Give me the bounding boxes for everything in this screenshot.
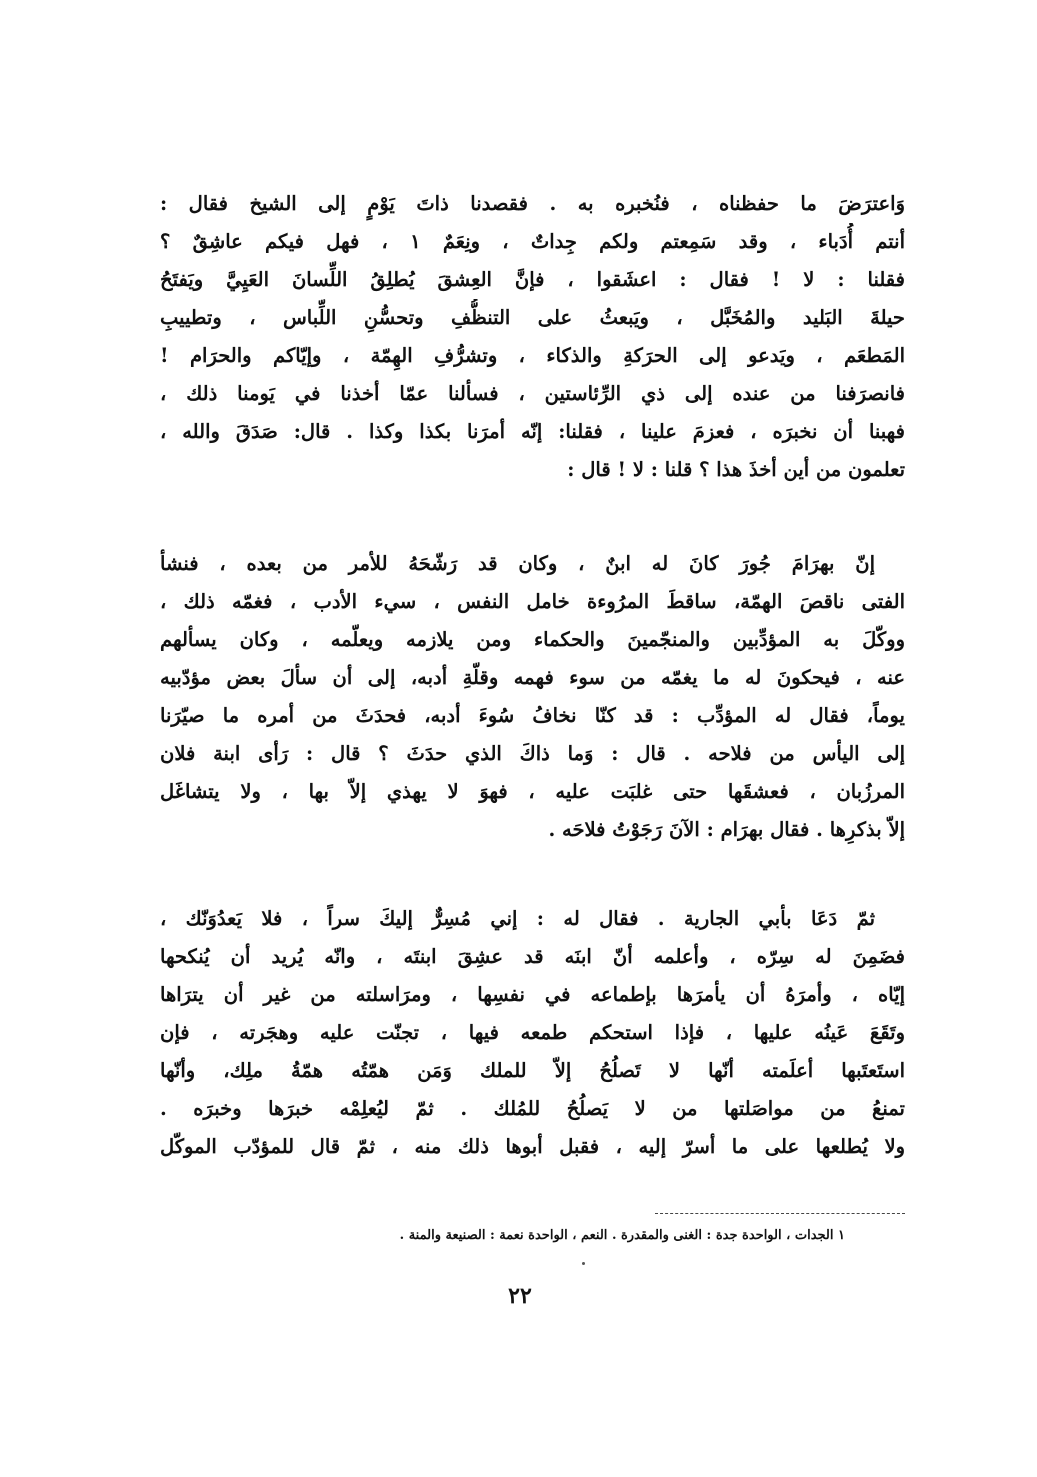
text-line: فانصرَفنا من عنده إلى ذي الرِّئاستين ، فسألنا عمّا أخذنا في يَومنا ذلك ، <box>160 382 905 405</box>
text-line: فهبنا أن نخبرَه ، فعزمَ علينا ، فقلنا: إنّه أمرَنا بكذا وكذا . قال: صَدَقَ والله ، <box>160 420 905 443</box>
text-line: ثمّ دَعَا بأبي الجارية . فقال له : إني مُسِرٌّ إليكَ سراً ، فلا يَعدُوَنّك ، <box>160 907 875 930</box>
text-line: وَاعترَضَ ما حفظناه ، فنُخبره به . فقصدنا ذاتَ يَوْمٍ إلى الشيخ فقال : <box>160 192 905 215</box>
text-line: تمنعُ من مواصَلتها من لا يَصلُحُ للمُلك . ثمّ ليُعلِمْه خبرَها وخبرَه . <box>160 1097 905 1120</box>
text-line: إيّاه ، وأمرَهُ أن يأمرَها بإطماعه في نفسِها ، ومرَاسلته من غير أن يترَاها <box>160 983 905 1006</box>
print-speck <box>582 1262 585 1265</box>
text-line: تعلمون من أين أخذَ هذا ؟ قلنا : لا ! قال : <box>567 458 905 481</box>
text-line: المرزُبان ، فعشقَها حتى غلبَت عليه ، فهوَ لا يهذي إلاّ بها ، ولا يتشاغَل <box>160 780 905 803</box>
footnote: ١ الجدات ، الواحدة جدة : الغنى والمقدرة . النعم ، الواحدة نعمة : الصنيعة والمنة . <box>399 1228 845 1243</box>
text-line: المَطعَم ، ويَدعو إلى الحرَكةِ والذكاء ، وتشرُّفِ الهِمّة ، وإيّاكم والحرَام ! <box>160 344 905 367</box>
text-line: وتَقَعَ عَينُه عليها ، فإذا استحكم طمعه فيها ، تجنّت عليه وهجَرته ، فإن <box>160 1021 905 1044</box>
paragraph-3 <box>160 900 905 1166</box>
paragraph-1 <box>160 185 905 489</box>
footnote-divider <box>655 1213 905 1214</box>
paragraph-2 <box>160 545 905 849</box>
text-line: يوماً، فقال له المؤدِّب : قد كنّا نخافُ سُوءَ أدبه، فحدَثَ من أمره ما صيّرَنا <box>160 704 905 727</box>
text-line: عنه ، فيحكونَ له ما يغمّه من سوء فهمه وقلّةِ أدبه، إلى أن سألَ بعض مؤدّبيه <box>160 666 905 689</box>
text-line: الفتى ناقصَ الهمّة، ساقطَ المرُوءة خامل النفس ، سيء الأدب ، فغمّه ذلك ، <box>160 590 905 613</box>
text-line: فقلنا : لا ! فقال : اعشَقوا ، فإنَّ العِشقَ يُطلِقُ اللِّسانَ العَيِيَّ ويَفتَحُ <box>160 268 905 291</box>
text-line: إلاّ بذكرِها . فقال بهرَام : الآنَ رَجَوْتُ فلاحَه . <box>548 818 905 841</box>
page-number: ٢٢ <box>508 1283 532 1309</box>
text-line: إلى اليأس من فلاحه . قال : وَما ذاكَ الذي حدَثَ ؟ قال : رَأى ابنة فلان <box>160 742 905 765</box>
text-line: استَعتَبها أعلَمته أنّها لا تَصلُحُ إلاّ للملك وَمَن همّتُه همّةُ ملِك، وأنّها <box>160 1059 905 1082</box>
text-line: إنّ بهرَامَ جُورَ كانَ له ابنٌ ، وكان قد رَشّحَهُ للأمر من بعده ، فنشأ <box>160 552 875 575</box>
text-line: حيلةَ البَليد والمُخَبَّل ، ويَبعثُ على التنظُّفِ وتحسُّنِ اللِّباس ، وتطييبِ <box>160 306 905 329</box>
text-line: فضَمِنَ له سِرّه ، وأعلمه أنّ ابنَه قد عشِقَ ابنتَه ، وانّه يُريد أن يُنكحها <box>160 945 905 968</box>
text-line: أنتم أُدَباء ، وقد سَمِعتم ولكم جِداتٌ ، ونِعَمٌ ١ ، فهل فيكم عاشِقٌ ؟ <box>160 230 905 253</box>
text-line: ولا يُطلعها على ما أسرّ إليه ، فقبل أبوها ذلك منه ، ثمّ قال للمؤدّب الموكّل <box>160 1135 905 1158</box>
text-line: ووكّلَ به المؤدِّبين والمنجّمينَ والحكماء ومن يلازمه ويعلّمه ، وكان يسألهم <box>160 628 905 651</box>
